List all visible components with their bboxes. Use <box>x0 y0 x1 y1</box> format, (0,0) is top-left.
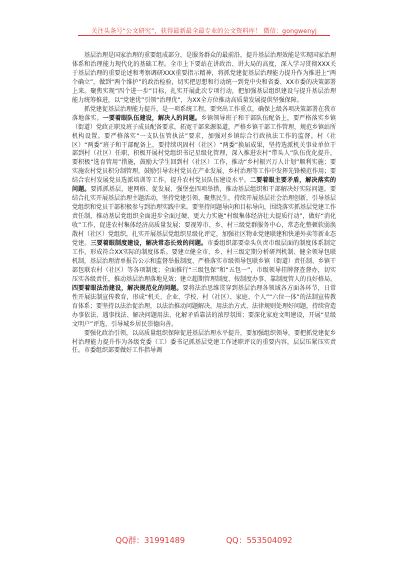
emphasized-heading: 三要着眼制度建设，解决常态长效的问题。 <box>90 240 208 248</box>
paragraph-text: 要抓抓基层，建网格、促发展、强堡垒四项举措，推动基层组织和干部解决好实际问题。要结合扎实开展基层治理主题活动，坚持党建引领、聚焦民生，持续开展基层社会治理创新，引导基层党组织和党员干部积极参与到治理实践中来。要坚持问题导向和目标导向，围绕落实抓基层党建工作责任制，推动基层党组织全面进步全面过硬，更大力实施“村级集体经济壮大提质行动”，做好“消化收”工作，促进农村集体经济高质量发展；要视筹市、乡、村三级党群服务中心，常态化整顿软弱涣散村（社区）党组织，扎实开展基层党组织星级化评定，加强社区物业党建联建和快递外卖等新业态党建。 <box>72 186 337 248</box>
body-paragraph <box>72 52 336 106</box>
paragraph-text: 基层治理是国家治理的重要组成部分，是服务群众的最前沿，提升基层治理效能是实现国家治理体系和治理能力现代化的基础工程。全市上下要站在讲政治、讲大局的高度，深入学习贯彻XXX关于基层治理的重要论述和考察调研XXX重要指示精神，将抓党建促基层治理能力提升作为推进上“两个确立”，做到“两个维护”的政治检验，切实把思想和行动统一到党中央和省委、XX市委的决策部署上来。聚焦实现“四个进一步”目标，扎实开展此次专项行动，把加强基层组织建设与提升基层治理能力统筹推进，以“党建优”引领“治理优”，为XX全方位推动高质量发展提供坚强保障。 <box>72 52 337 104</box>
document-body <box>72 52 336 356</box>
promo-header: 关注头条号“公文研究”，获得最新最全最专业的公文资料库！ 微信：gongwenyj <box>91 28 317 35</box>
body-paragraph <box>72 106 336 330</box>
contact-footer <box>0 535 408 546</box>
paragraph-text: 市委组织部要牵头负责市级层面的制度体系制定工作，形成符合XX实际的制度体系。要建立健全市、乡、村三级定期分析研判机制、健全领导包联机制，基层治理清单报告公示和监督举报制度、严格落实市级领导包联乡镇（街道）责任制、乡镇干部包联农村（社区）等各项制度；全面推行“三级包保”和“五包一”，市级领导挂牌督查督办，切实压实各级责任，推动基层治理落地见效；建立超期管理制度、按制度办事、靠制度管人的良好格局。 <box>72 240 337 283</box>
emphasized-heading: 四要着眼法治建设，解决规范化的问题。 <box>72 284 183 292</box>
paragraph-text: 要强化政治引领，以高质量组织保障促进基层治理水平提升，要加强组织领导，要把抓党建促乡村治理能力提升作为各级党委（工）委书记抓基层党建工作述职评议的重要内容，层层压紧压实责任，市委组织部要做好工作指导调 <box>72 329 337 355</box>
body-paragraph <box>72 330 336 357</box>
qq-group-label: QQ群：31991489 <box>115 536 185 545</box>
emphasized-heading: 一要着眼队伍建设，解决人的问题。 <box>102 114 201 122</box>
qq-label: QQ：553504092 <box>226 536 293 545</box>
paragraph-text: 抓党建促基层治理能力提升，是一项系统工程，要突出工作重点，确保上级各项决策部署在我市落地落实。 <box>72 105 337 122</box>
paragraph-text: 乡镇领导班子和干部队伍配备上，要严格落实乡镇（街道）党政正职及班子成员配备要求，拓宽干部来源渠道，严格乡镇干部工作管理，规范乡镇站所机构设置。要严格落实“一支队伍管执法”要求，加强对乡镇综合行政执法工作的监督。村（社区）“两委”班子和干部配备上，要持续巩固村（社区）“两委”换届成果，坚持选派机关事业单位干部到村（社区）任职，积极开展村党组织书记星级化管理，深入推进农村“带头人”队伍优化提升，要积极“选育管用”措施，鼓励大学生回到村（社区）工作，推动“乡村振兴万人计划”顺利实施；要实施农村党员积分制管理，鼓励引导农村党员在产业发展、乡村治理等工作中发挥先锋模范作用；要结合农村发展党员选派培训等工作，提升农村党员队伍建设水平。 <box>72 114 337 185</box>
emphasized-heading: 二要着眼主要矛盾，解决落实的问题。 <box>72 177 336 194</box>
header-divider <box>78 35 330 36</box>
paragraph-text: 要将法治思维贯穿到基层治理各领域各方面各环节，日常性开展法制宣传教育，形成“机关、企业、学校、村（社区）、家庭、个人”“六位一体”的法制宣传教育体系；要坚持以法治促治理，以法治推动问题解决，用法治方式、法律规则处理好问题，持续营造办事依法、遇事找法、解决问题用法、化解矛盾靠法的浓厚氛围；要深化家庭文明建设，开展“星级文明户”评选，引导城乡居民崇德向善。 <box>72 284 337 328</box>
